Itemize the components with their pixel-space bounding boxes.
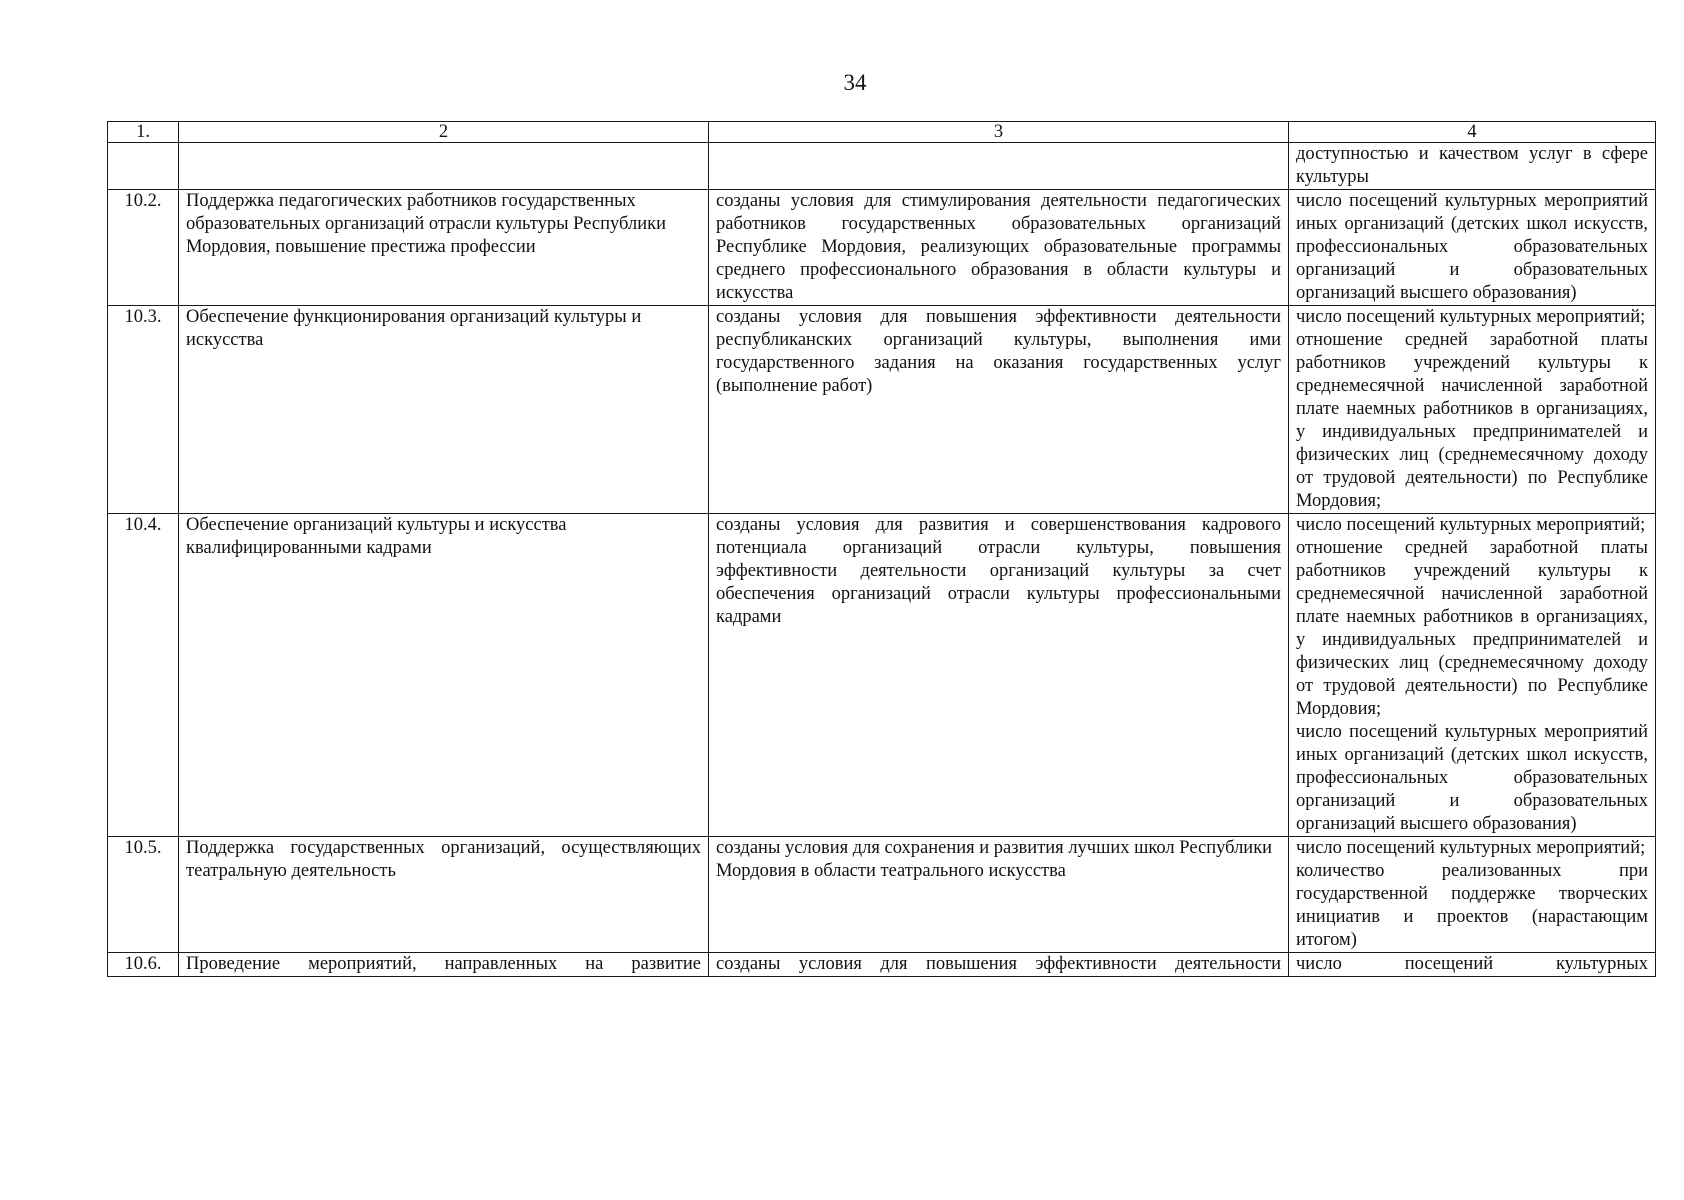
indicator-text: число посещений культурных мероприятий; xyxy=(1296,307,1646,327)
indicator-text: доступностью и качеством услуг в сфере культуры xyxy=(1296,144,1648,187)
table-row xyxy=(108,514,1656,837)
indicators-cell xyxy=(1289,953,1656,977)
row-number: 10.2. xyxy=(108,190,179,306)
measures-table xyxy=(107,121,1656,977)
table-row xyxy=(108,306,1656,514)
row-number: 10.3. xyxy=(108,306,179,514)
row-number: 10.5. xyxy=(108,837,179,953)
row-number: 10.4. xyxy=(108,514,179,837)
measure-cell: Поддержка государственных организаций, осуществляющих театральную деятельность xyxy=(179,837,709,953)
indicators-cell xyxy=(1289,143,1656,190)
table-row xyxy=(108,190,1656,306)
result-cell: созданы условия для повышения эффективности деятельности республиканских организаций культуры, выполнения ими государственного задания на оказания государственных услуг (выполнение работ) xyxy=(709,306,1289,514)
indicator-text: число посещений культурных мероприятий; xyxy=(1296,515,1646,535)
measure-cell: Обеспечение организаций культуры и искусства квалифицированными кадрами xyxy=(179,514,709,837)
indicators-cell xyxy=(1289,514,1656,837)
indicator-text: отношение средней заработной платы работников учреждений культуры к среднемесячной начисленной заработной плате наемных работников в организациях, у индивидуальных предпринимателей и физических лиц (среднемесячному доходу от трудовой деятельности) по Республике Мордовия; xyxy=(1296,538,1648,719)
result-cell xyxy=(709,143,1289,190)
result-cell: созданы условия для стимулирования деятельности педагогических работников государственных образовательных организаций Республике Мордовия, реализующих образовательные программы среднего профессионального образования в области культуры и искусства xyxy=(709,190,1289,306)
header-col-1: 1. xyxy=(108,122,179,143)
table-header-row xyxy=(108,122,1656,143)
indicator-text: количество реализованных при государственной поддержке творческих инициатив и проектов (нарастающим итогом) xyxy=(1296,861,1648,950)
header-col-2: 2 xyxy=(179,122,709,143)
measure-cell: Проведение мероприятий, направленных на развитие xyxy=(179,953,709,977)
table-row xyxy=(108,953,1656,977)
indicator-text: число посещений культурных мероприятий; xyxy=(1296,838,1646,858)
measure-cell: Обеспечение функционирования организаций культуры и искусства xyxy=(179,306,709,514)
row-number: 10.6. xyxy=(108,953,179,977)
indicator-text: число посещений культурных мероприятий иных организаций (детских школ искусств, профессиональных образовательных организаций и образовательных организаций высшего образования) xyxy=(1296,191,1648,303)
indicators-cell xyxy=(1289,190,1656,306)
result-cell: созданы условия для сохранения и развития лучших школ Республики Мордовия в области театрального искусства xyxy=(709,837,1289,953)
measure-cell xyxy=(179,143,709,190)
measure-cell: Поддержка педагогических работников государственных образовательных организаций отрасли культуры Республики Мордовия, повышение престижа профессии xyxy=(179,190,709,306)
page-number: 34 xyxy=(843,70,867,95)
indicators-cell xyxy=(1289,837,1656,953)
indicator-text: отношение средней заработной платы работников учреждений культуры к среднемесячной начисленной заработной плате наемных работников в организациях, у индивидуальных предпринимателей и физических лиц (среднемесячному доходу от трудовой деятельности) по Республике Мордовия; xyxy=(1296,330,1648,511)
indicators-cell xyxy=(1289,306,1656,514)
indicator-text: число посещений культурных xyxy=(1296,954,1648,974)
header-col-3: 3 xyxy=(709,122,1289,143)
table-row xyxy=(108,837,1656,953)
table-row xyxy=(108,143,1656,190)
result-cell: созданы условия для развития и совершенствования кадрового потенциала организаций отрасли культуры, повышения эффективности деятельности организаций культуры за счет обеспечения организаций отрасли культуры профессиональными кадрами xyxy=(709,514,1289,837)
row-number xyxy=(108,143,179,190)
indicator-text: число посещений культурных мероприятий иных организаций (детских школ искусств, профессиональных образовательных организаций и образовательных организаций высшего образования) xyxy=(1296,722,1648,834)
result-cell: созданы условия для повышения эффективности деятельности xyxy=(709,953,1289,977)
header-col-4: 4 xyxy=(1289,122,1656,143)
